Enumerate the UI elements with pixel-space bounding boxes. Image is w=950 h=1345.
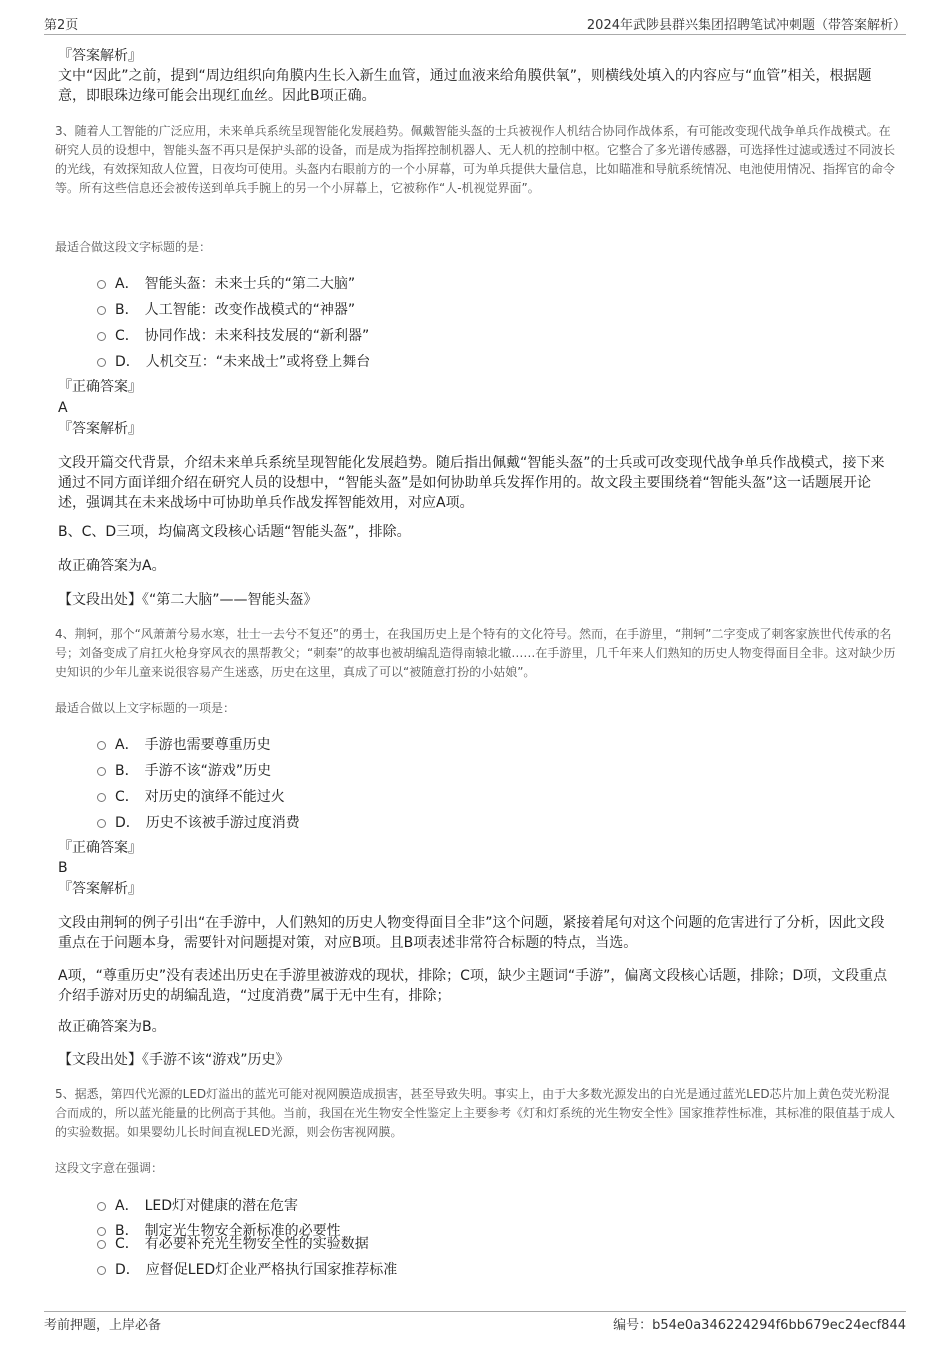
radio-icon[interactable] [97, 819, 106, 828]
q4-analysis-3: 故正确答案为B。 [58, 1019, 166, 1035]
footer-divider [44, 1311, 906, 1312]
q3-analysis-label: 『答案解析』 [58, 421, 142, 437]
q5-option-d[interactable]: D． 应督促LED灯企业严格执行国家推荐标准 [97, 1259, 397, 1279]
q3-correct-label: 『正确答案』 [58, 379, 142, 395]
q3-option-d[interactable]: D． 人机交互：“未来战士”或将登上舞台 [97, 351, 370, 371]
q4-option-d[interactable]: D． 历史不该被手游过度消费 [97, 812, 300, 832]
footer-code-value: b54e0a346224294f6bb679ec24ecf844 [652, 1318, 906, 1333]
radio-icon[interactable] [97, 1266, 106, 1275]
radio-icon[interactable] [97, 358, 106, 367]
q2-analysis-label: 『答案解析』 [58, 48, 142, 64]
radio-icon[interactable] [97, 1202, 106, 1211]
q5-question: 这段文字意在强调： [55, 1161, 164, 1175]
q4-analysis-label: 『答案解析』 [58, 881, 142, 897]
radio-icon[interactable] [97, 741, 106, 750]
q5-option-c[interactable]: C． 有必要补充光生物安全性的实验数据 [97, 1233, 369, 1253]
footer-code-label: 编号： [613, 1318, 653, 1333]
q5-option-a[interactable]: A． LED灯对健康的潜在危害 [97, 1195, 298, 1215]
q3-analysis-3: 故正确答案为A。 [58, 558, 166, 574]
q5-passage: 5、据悉，第四代光源的LED灯溢出的蓝光可能对视网膜造成损害，甚至导致失明。事实上，由于大多数光源发出的白光是通过蓝光LED芯片加上黄色荧光粉混合而成的，所以蓝光能量的比例高于其他。当前，我国在光生物安全性鉴定上主要参考《灯和灯系统的光生物安全性》国家推荐性标准，其标准的限值基于成人的实验数据。如果婴幼儿长时间直视LED光源，则会伤害视网膜。 [55, 1087, 896, 1139]
radio-icon[interactable] [97, 767, 106, 776]
q4-question: 最适合做以上文字标题的一项是： [55, 701, 236, 715]
footer-slogan: 考前押题，上岸必备 [44, 1318, 162, 1333]
q3-option-b[interactable]: B． 人工智能：改变作战模式的“神器” [97, 299, 355, 319]
radio-icon[interactable] [97, 1240, 106, 1249]
page-number: 第2页 [44, 18, 79, 33]
radio-icon[interactable] [97, 306, 106, 315]
q4-passage: 4、荆轲，那个“风萧萧兮易水寒，壮士一去兮不复还”的勇士，在我国历史上是个特有的文化符号。然而，在手游里，“荆轲”二字变成了刺客家族世代传承的名号；刘备变成了肩扛火枪身穿风衣的黑帮教父；“刺秦”的故事也被胡编乱造得南辕北辙……在手游里，几千年来人们熟知的历史人物变得面目全非。这对缺少历史知识的少年儿童来说很容易产生迷惑，历史在这里，真成了可以“被随意打扮的小姑娘”。 [55, 627, 896, 679]
document-title: 2024年武陟县群兴集团招聘笔试冲刺题（带答案解析） [586, 18, 906, 33]
q4-option-a[interactable]: A． 手游也需要尊重历史 [97, 734, 271, 754]
q3-correct-value: A [58, 400, 68, 416]
q3-question: 最适合做这段文字标题的是： [55, 240, 212, 254]
q4-analysis-2: A项，“尊重历史”没有表述出历史在手游里被游戏的现状，排除；C项，缺少主题词“手游”，偏离文段核心话题，排除；D项，文段重点介绍手游对历史的胡编乱造，“过度消费”属于无中生有，排除； [58, 968, 888, 1004]
radio-icon[interactable] [97, 332, 106, 341]
q3-passage: 3、随着人工智能的广泛应用，未来单兵系统呈现智能化发展趋势。佩戴智能头盔的士兵被视作人机结合协同作战体系，有可能改变现代战争单兵作战模式。在研究人员的设想中，智能头盔不再只是保护头部的设备，而是成为指挥控制机器人、无人机的控制中枢。它整合了多光谱传感器，可选择性过滤或透过不同波长的光线，有效探知敌人位置，日夜均可使用。头盔内右眼前方的一个小屏幕，可为单兵提供大量信息，比如瞄准和导航系统情况、电池使用情况、指挥官的命令等。所有这些信息还会被传送到单兵手腕上的另一个小屏幕上，它被称作“人-机视觉界面”。 [55, 124, 896, 195]
q4-source: 【文段出处】《手游不该“游戏”历史》 [58, 1052, 290, 1068]
radio-icon[interactable] [97, 793, 106, 802]
q4-correct-label: 『正确答案』 [58, 840, 142, 856]
q3-analysis-2: B、C、D三项，均偏离文段核心话题“智能头盔”，排除。 [58, 524, 411, 540]
q2-analysis-text: 文中“因此”之前，提到“周边组织向角膜内生长入新生血管，通过血液来给角膜供氧”，则横线处填入的内容应与“血管”相关，根据题意，即眼珠边缘可能会出现红血丝。因此B项正确。 [58, 68, 872, 104]
q3-option-a[interactable]: A． 智能头盔：未来士兵的“第二大脑” [97, 273, 355, 293]
q4-analysis-1: 文段由荆轲的例子引出“在手游中，人们熟知的历史人物变得面目全非”这个问题，紧接着尾句对这个问题的危害进行了分析，因此文段重点在于问题本身，需要针对问题提对策，对应B项。且B项表述非常符合标题的特点，当选。 [58, 915, 885, 951]
q3-analysis-1: 文段开篇交代背景，介绍未来单兵系统呈现智能化发展趋势。随后指出佩戴“智能头盔”的士兵或可改变现代战争单兵作战模式，接下来通过不同方面详细介绍在研究人员的设想中，“智能头盔”是如何协助单兵发挥作用的。故文段主要围绕着“智能头盔”这一话题展开论述，强调其在未来战场中可协助单兵作战发挥智能效用，对应A项。 [58, 455, 885, 511]
footer-code [613, 1314, 906, 1333]
q3-option-c[interactable]: C． 协同作战：未来科技发展的“新利器” [97, 325, 369, 345]
radio-icon[interactable] [97, 280, 106, 289]
header-divider [44, 34, 906, 35]
q4-correct-value: B [58, 860, 68, 876]
q3-source: 【文段出处】《“第二大脑”——智能头盔》 [58, 592, 318, 608]
q5-option-b[interactable]: B． 制定光生物安全新标准的必要性 [97, 1220, 341, 1240]
q4-option-c[interactable]: C． 对历史的演绎不能过火 [97, 786, 285, 806]
q4-option-b[interactable]: B． 手游不该“游戏”历史 [97, 760, 271, 780]
